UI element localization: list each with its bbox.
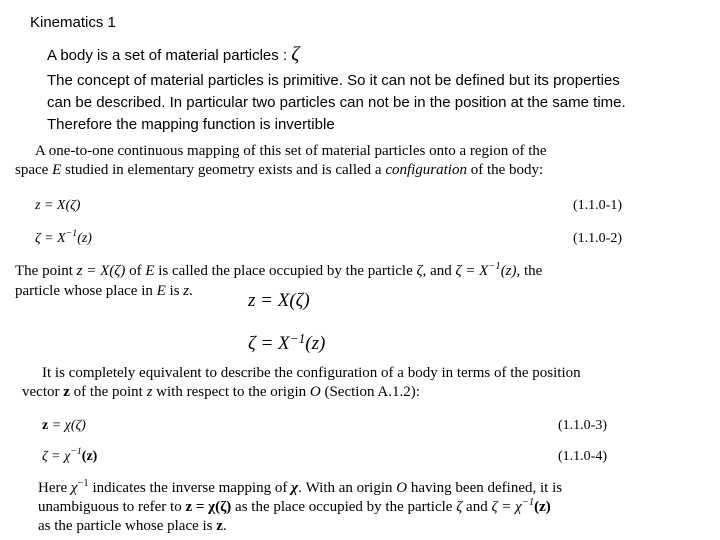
p2-line2-E: E	[156, 283, 166, 299]
big-equation-1: z = X(ζ)	[248, 290, 310, 311]
p4-text-a: Here	[38, 480, 68, 496]
p2-text-a: The point	[15, 263, 73, 279]
p2-eq2	[455, 263, 516, 279]
paragraph-2-line-2: particle whose place in E is z.	[15, 283, 193, 299]
p4-line2-b: as the place occupied by the particle	[235, 499, 453, 515]
eq4-rhs: (z)	[81, 449, 98, 464]
equation-2	[35, 228, 92, 247]
equation-4	[42, 446, 98, 465]
eq4-lhs: ζ = χ	[42, 449, 71, 464]
paragraph-1-line-1: A one-to-one continuous mapping of this set of material particles onto a region of the	[35, 143, 547, 159]
p1-symbol-E: E	[52, 162, 62, 178]
equation-3	[42, 418, 86, 434]
big-eq2-rhs: (z)	[305, 333, 326, 354]
p4-text-b: indicates the inverse mapping of	[92, 480, 288, 496]
p3-vector-z: z	[63, 384, 70, 400]
paragraph-3-line-2	[22, 384, 420, 401]
p1-text-b: studied in elementary geometry exists and is called a	[64, 162, 382, 178]
p4-line3-b: .	[222, 518, 227, 534]
p2-text-b: of	[129, 263, 142, 279]
eq2-rhs: (z)	[77, 231, 92, 246]
p4-line2-eq2-lhs: ζ = χ	[491, 499, 522, 515]
p2-text-c: is called the place occupied by the particle	[158, 263, 413, 279]
big-eq2-sup: −1	[289, 331, 306, 346]
p4-line3-z: z	[216, 518, 223, 534]
p4-line2-zeta: ζ	[456, 499, 463, 515]
p4-line2-eq2-sup: −1	[521, 497, 535, 508]
equation-2-number: (1.1.0-2)	[573, 231, 622, 246]
p2-line2-a: particle whose place in	[15, 283, 153, 299]
p4-line2-a: unambiguous to refer to	[38, 499, 182, 515]
zeta-symbol: ζ	[291, 43, 300, 65]
p2-line2-b: is	[169, 283, 180, 299]
intro-line-3: can be described. In particular two particles can not be in the position at the same time.	[47, 94, 626, 111]
p4-text-d: having been defined, it is	[410, 480, 563, 496]
p1-configuration: configuration	[385, 162, 467, 178]
p2-eq: z = X(ζ)	[76, 263, 126, 279]
intro-line-1-text: A body is a set of material particles :	[47, 47, 288, 64]
eq2-sup: −1	[65, 228, 78, 239]
paragraph-2-line-1	[15, 263, 542, 280]
big-eq2-lhs: ζ = X	[248, 333, 290, 354]
p3-text-a: vector	[22, 384, 60, 400]
p2-eq2-rhs: (z)	[500, 263, 517, 279]
intro-line-2: The concept of material particles is primitive. So it can not be defined but its properties	[47, 72, 620, 89]
paragraph-4-line-2	[38, 499, 551, 516]
eq4-sup: −1	[70, 446, 82, 457]
p4-line2-eq: z = χ(ζ)	[185, 499, 232, 515]
p2-line2-z: z	[183, 283, 190, 299]
p3-origin-O: O	[309, 384, 321, 400]
equation-4-number: (1.1.0-4)	[558, 449, 607, 464]
paragraph-4-line-1	[38, 480, 562, 497]
p2-text-e: , the	[516, 263, 543, 279]
p2-zeta: ζ	[416, 263, 423, 279]
equation-3-number: (1.1.0-3)	[558, 418, 607, 433]
p4-origin-O: O	[396, 480, 408, 496]
p4-line2-eq2	[491, 499, 550, 515]
p4-line3-a: as the particle whose place is	[38, 518, 213, 534]
p3-text-d: (Section A.1.2):	[324, 384, 420, 400]
p2-text-d: , and	[422, 263, 452, 279]
p1-text-c: of the body:	[470, 162, 544, 178]
big-equation-2	[248, 333, 325, 355]
p4-chi2: χ	[291, 480, 299, 496]
eq2-lhs: ζ = X	[35, 231, 66, 246]
p4-text-c: . With an origin	[298, 480, 393, 496]
p4-chi-sup: −1	[77, 478, 89, 489]
eq3-z: z	[42, 418, 49, 433]
p2-symbol-E: E	[145, 263, 155, 279]
paragraph-1-line-2	[15, 162, 543, 179]
p2-eq2-lhs: ζ = X	[455, 263, 489, 279]
p4-line2-c: and	[466, 499, 488, 515]
p4-chi: χ	[70, 480, 78, 496]
paragraph-3-line-1: It is completely equivalent to describe the configuration of a body in terms of the position	[42, 365, 581, 381]
eq3-rest: = χ(ζ)	[51, 418, 86, 433]
p3-point-z: z	[146, 384, 153, 400]
paragraph-4-line-3	[38, 518, 227, 535]
p1-text-a: space	[15, 162, 49, 178]
intro-line-4: Therefore the mapping function is invertible	[47, 116, 335, 133]
equation-1-number: (1.1.0-1)	[573, 198, 622, 213]
equation-1: z = X(ζ)	[35, 198, 81, 213]
p2-eq2-sup: −1	[488, 261, 501, 272]
p4-line2-eq2-rhs: (z)	[534, 499, 551, 515]
page-title: Kinematics 1	[30, 14, 116, 31]
intro-line-1	[47, 43, 299, 67]
p3-text-c: with respect to the origin	[156, 384, 307, 400]
p3-text-b: of the point	[73, 384, 143, 400]
